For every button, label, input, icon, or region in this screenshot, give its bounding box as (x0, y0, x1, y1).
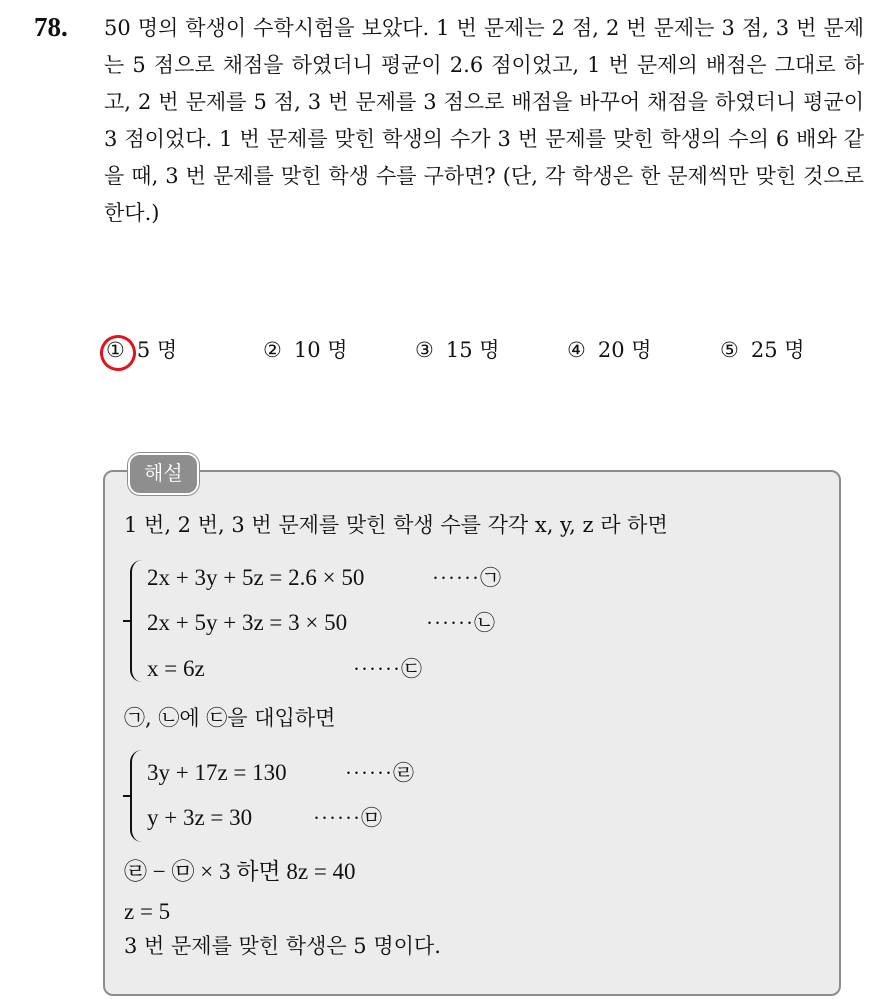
choice-1[interactable] (106, 332, 177, 368)
question-number: 78. (34, 12, 68, 42)
choice-3-mark: ③ (415, 338, 434, 362)
choice-1-label: 5 명 (136, 338, 178, 362)
choice-2-mark: ② (263, 338, 282, 362)
choice-4-mark: ④ (567, 338, 586, 362)
choice-2[interactable] (263, 332, 348, 368)
elimination-step: ㉣ − ㉤ × 3 하면 8z = 40 (124, 859, 356, 884)
substitute-line: ㉠, ㉡에 ㉢을 대입하면 (124, 706, 336, 730)
system1-eq1: 2x + 3y + 5z = 2.6 × 50 (147, 565, 365, 590)
system1-tag1: ······㉠ (432, 566, 502, 590)
system2-tag2: ······㉤ (313, 806, 383, 830)
choice-5-label: 25 명 (750, 338, 805, 362)
choice-1-mark: ① (106, 338, 125, 362)
choice-2-label: 10 명 (293, 338, 348, 362)
question-text: 50 명의 학생이 수학시험을 보았다. 1 번 문제는 2 점, 2 번 문제는 3 점, 3 번 문제는 5 점으로 채점을 하였더니 평균이 2.6 점이었고, 1 번 문제의 배점은 그대로 하고, 2 번 문제를 5 점, 3 번 문제를 3 점으로 배점을 바꾸어 채점을 하였더니 평균이 3 점이었다. 1 번 문제를 맞힌 학생의 수가 3 번 문제를 맞힌 학생의 수의 6 배와 같을 때, 3 번 문제를 맞힌 학생 수를 구하면? (단, 각 학생은 한 문제씩만 맞힌 것으로 한다.) (104, 16, 864, 225)
system2-brace (130, 750, 144, 842)
choice-4-label: 20 명 (597, 338, 652, 362)
choice-3[interactable] (415, 332, 500, 368)
result-line: z = 5 (124, 899, 171, 924)
choice-3-label: 15 명 (445, 338, 500, 362)
system1-tag3: ······㉢ (353, 657, 423, 681)
system1-brace (130, 560, 144, 682)
choice-5-mark: ⑤ (720, 338, 739, 362)
system1-eq3: x = 6z (147, 656, 205, 681)
solution-box (103, 470, 841, 996)
system2-eq2: y + 3z = 30 (147, 805, 253, 830)
choice-5[interactable] (720, 332, 805, 368)
choice-4[interactable] (567, 332, 652, 368)
system2-tag1: ······㉣ (345, 761, 415, 785)
system2-eq1: 3y + 17z = 130 (147, 760, 287, 785)
system1-eq2: 2x + 5y + 3z = 3 × 50 (147, 610, 348, 635)
answer-choices (106, 332, 826, 372)
system1-tag2: ······㉡ (426, 611, 496, 635)
selected-answer-circle (95, 330, 140, 375)
conclusion-line: 3 번 문제를 맞힌 학생은 5 명이다. (124, 934, 441, 958)
solution-tab: 해설 (128, 453, 199, 495)
solution-intro: 1 번, 2 번, 3 번 문제를 맞힌 학생 수를 각각 x, y, z 라 하면 (124, 513, 668, 537)
